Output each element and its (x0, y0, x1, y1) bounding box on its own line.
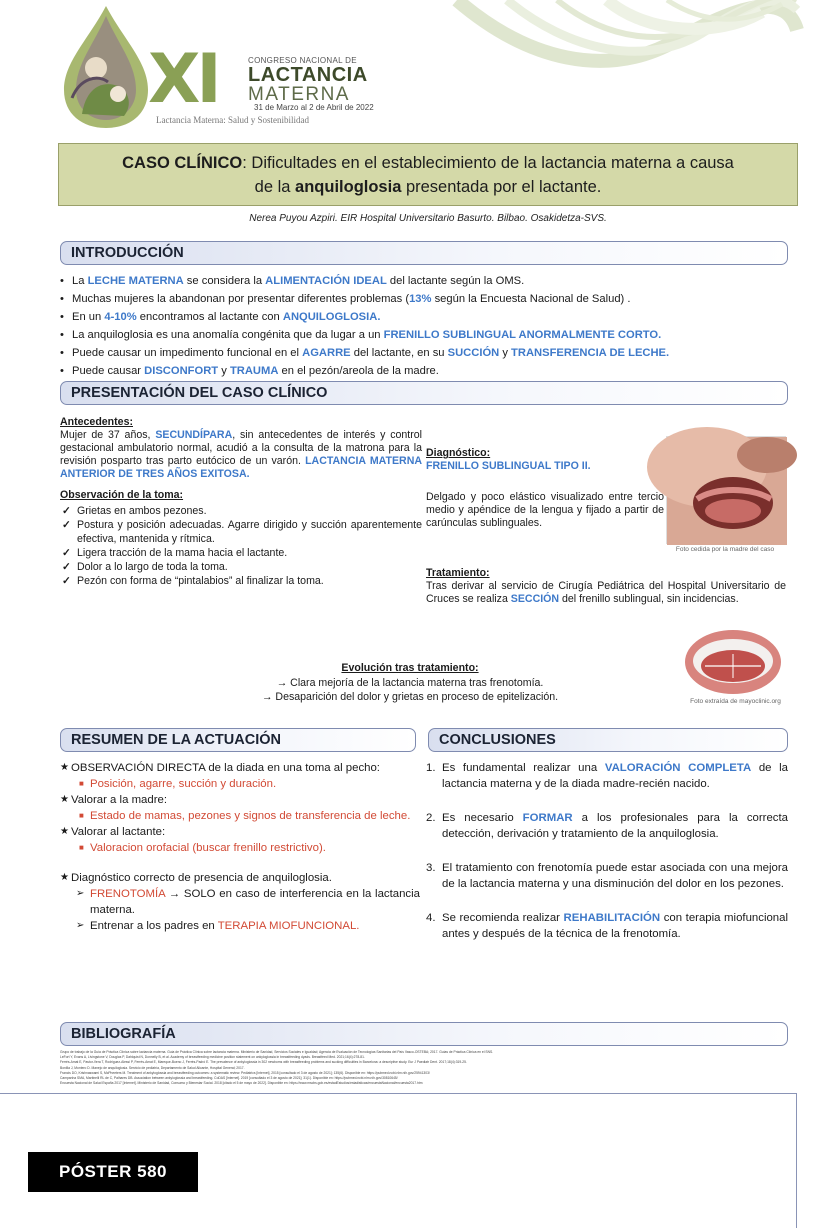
intro-item: • La LECHE MATERNA se considera la ALIMENTACIÓN IDEAL del lactante según la OMS. (60, 272, 800, 290)
logo-numeral: XI (148, 40, 218, 119)
bibliography-item: Encuesta Nacional de Salud España 2017 [Internet]. Ministerio de Sanidad, Consumo y Bienestar Social. 2018 [citado el 5 de mayo de 2022]. Disponible en: https://www.mscbs.gob.es/estadEstudios/estadisticas/encuestaNacional/encuesta2017.htm (60, 1081, 423, 1086)
poster-number-label: PÓSTER 580 (28, 1152, 198, 1192)
section-header-case: PRESENTACIÓN DEL CASO CLÍNICO (60, 381, 788, 405)
case-photo (666, 436, 786, 544)
resumen-subitem: ■ Valoracion orofacial (buscar frenillo restrictivo). (60, 840, 420, 856)
title-text-3: presentada por el lactante. (401, 178, 602, 196)
title-bold-case: CASO CLÍNICO (122, 154, 243, 172)
title-text-2: de la (254, 178, 296, 196)
bibliography-list (60, 1050, 795, 1086)
diagnostico-block (426, 447, 664, 530)
evolucion-heading: Evolución tras tratamiento: (341, 662, 479, 674)
bibliography-item: Ferrés-Amat E, Pastor-Vera T, Rodriguez-Alessi P, Ferrés-Amat E, Mareque-Bueno J, Ferrés-Padró E. The prevalence of ankyloglossia in 302 newborns with breastfeeding problems and sucking difficulties in Barcelona: a descriptive study. Eur J Paediatr Dent. 2017;18(4):319-25. (60, 1060, 467, 1065)
bibliography-item: Bonilla J, Montero D. Manejo de anquiloglosia. Servicio de pediatría, Departamento de Salud Alicante, Hospital General; 2017. (60, 1065, 245, 1070)
diagnostico-text: Delgado y poco elástico visualizado entre tercio medio y apéndice de la lengua y fijado a partir de carúnculas sublinguales. (426, 491, 664, 529)
tratamiento-heading: Tratamiento: (426, 567, 490, 579)
observacion-heading: Observación de la toma: (60, 489, 184, 501)
intro-item: • Puede causar DISCONFORT y TRAUMA en el pezón/areola de la madre. (60, 362, 800, 380)
resumen-subitem: ■ Estado de mamas, pezones y signos de transferencia de leche. (60, 808, 420, 824)
conclusion-item: 1. Es fundamental realizar una VALORACIÓN COMPLETA de la lactancia materna y de la diada madre-recién nacido. (426, 762, 788, 790)
decorative-lines-graphic (417, 0, 797, 120)
conclusiones-list (426, 760, 788, 942)
check-item: ✓ Dolor a lo largo de toda la toma. (60, 560, 422, 574)
intro-item: • En un 4-10% encontramos al lactante con ANQUILOGLOSIA. (60, 308, 800, 326)
antecedentes-text: Mujer de 37 años, SECUNDÍPARA, sin antecedentes de interés y control gestacional ambulatorio normal, acudió a la consulta de la matrona para la revisión posparto tras parto eutócico de un varón. LACTANCIA MATERNA ANTERIOR DE TRES AÑOS EXITOSA. (60, 429, 423, 480)
treatment-photo (683, 628, 783, 696)
photo1-caption: Foto cedida por la madre del caso (675, 546, 775, 553)
title-bold-anquiloglosia: anquiloglosia (295, 178, 402, 196)
check-item: ✓ Pezón con forma de “pintalabios” al finalizar la toma. (60, 574, 422, 588)
resumen-list (60, 760, 420, 934)
resumen-item: ★ Valorar al lactante: (60, 824, 420, 840)
congress-logo (58, 2, 378, 130)
poster-title (58, 143, 798, 206)
bibliography-item: Campanha SMA, Martinelli RL de C, Palhares DB. Association between ankyloglossia and breastfeeding. CoDAS [Internet]. 2019 [consultado el 3 de agosto de 2021]; 31(1). Disponible en: https://pubmed.ncbi.nlm.nih.gov/30810645/ (60, 1076, 398, 1081)
check-item: ✓ Grietas en ambos pezones. (60, 504, 422, 518)
photo2-caption: Foto extraída de mayoclinic.org (690, 698, 781, 705)
resumen-item: ★ OBSERVACIÓN DIRECTA de la diada en una toma al pecho: (60, 760, 420, 776)
diagnostico-heading: Diagnóstico: (426, 447, 491, 459)
mother-baby-drop-icon (58, 2, 153, 130)
logo-congreso-text: CONGRESO NACIONAL DE (248, 56, 357, 65)
evolucion-block (200, 661, 620, 705)
intro-item: • Puede causar un impedimento funcional en el AGARRE del lactante, en su SUCCIÓN y TRANSFERENCIA DE LECHE. (60, 344, 800, 362)
bibliography-item: Francis DO, Krishnaswami S, McPheeters M. Treatment of ankyloglossia and breastfeeding outcomes: a systematic review. Pediatrics [Internet]. 2015 [consultado el 3 de agosto de 2021]; 135(6). Disponible en: https://pubmed.ncbi.nlm.nih.gov/25941303/ (60, 1070, 430, 1075)
case-left-column (60, 416, 422, 588)
resumen-subitem: ➢ Entrenar a los padres en TERAPIA MIOFUNCIONAL. (60, 918, 420, 934)
evolucion-item-2: → Desaparición del dolor y grietas en proceso de epitelización. (261, 691, 559, 703)
tongue-frenulum-illustration-icon (683, 628, 783, 696)
section-header-biblio: BIBLIOGRAFÍA (60, 1022, 788, 1046)
observacion-list (60, 504, 422, 588)
logo-tagline: Lactancia Materna: Salud y Sostenibilidad (156, 115, 309, 125)
conclusion-item: 4. Se recomienda realizar REHABILITACIÓN con terapia miofuncional antes y después de la técnica de la frenotomía. (426, 912, 789, 940)
resumen-subitem: ■ Posición, agarre, succión y duración. (60, 776, 420, 792)
bibliography-item: LeFort Y, Evans A, Livingstone V, Douglas P, Dahlquist N, Donnelly B, et al. Academy of breastfeeding medicine position statement on ankyloglossia in breastfeeding dyads. Breastfeed Med. 2021;16(4):278-81. (60, 1055, 365, 1060)
infant-tongue-photo-icon (667, 437, 787, 545)
intro-item: • La anquiloglosia es una anomalía congénita que da lugar a un FRENILLO SUBLINGUAL ANORMALMENTE CORTO. (60, 326, 800, 344)
check-item: ✓ Postura y posición adecuadas. Agarre dirigido y succión aparentemente efectiva, mantenida y rítmica. (60, 518, 422, 546)
author-line: Nerea Puyou Azpiri. EIR Hospital Universitario Basurto. Bilbao. Osakidetza-SVS. (249, 213, 607, 224)
logo-materna-text: MATERNA (248, 84, 350, 105)
intro-item: • Muchas mujeres la abandonan por presentar diferentes problemas (13% según la Encuesta Nacional de Salud) . (60, 290, 800, 308)
diagnostico-type: FRENILLO SUBLINGUAL TIPO II. (426, 460, 591, 472)
section-header-resumen: RESUMEN DE LA ACTUACIÓN (60, 728, 416, 752)
tratamiento-block (426, 567, 786, 606)
section-header-intro: INTRODUCCIÓN (60, 241, 788, 265)
tratamiento-text: Tras derivar al servicio de Cirugía Pediátrica del Hospital Universitario de Cruces se realiza SECCIÓN del frenillo sublingual, sin incidencias. (426, 580, 786, 605)
resumen-subitem: ➢ FRENOTOMÍA → SOLO en caso de interferencia en la lactancia materna. (60, 886, 420, 918)
section-header-conclusiones: CONCLUSIONES (428, 728, 788, 752)
intro-list (60, 272, 800, 380)
conclusion-item: 3. El tratamiento con frenotomía puede estar asociada con una mejora de la lactancia materna y una disminución del dolor en los pezones. (426, 862, 788, 890)
bibliography-item: Grupo de trabajo de la Guía de Práctica Clínica sobre lactancia materna. Guía de Práctica Clínica sobre lactancia materna. Ministerio de Sanidad, Servicios Sociales e Igualdad; Agencia de Evaluación de Tecnologías Sanitarias del País Vasco-OSTEBA; 2017. Guías de Práctica Clínica en el SNS. (60, 1050, 494, 1054)
title-text-1: : Dificultades en el establecimiento de la lactancia materna a causa (242, 154, 734, 172)
logo-lactancia-text: LACTANCIA (248, 64, 368, 86)
poster (30, 0, 797, 1086)
poster-header (30, 0, 797, 138)
logo-dates: 31 de Marzo al 2 de Abril de 2022 (254, 103, 374, 112)
conclusion-item: 2. Es necesario FORMAR a los profesionales para la correcta detección, derivación y tratamiento de la anquiloglosia. (426, 812, 788, 840)
check-item: ✓ Ligera tracción de la mama hacia el lactante. (60, 546, 422, 560)
resumen-item: ★ Valorar a la madre: (60, 792, 420, 808)
antecedentes-heading: Antecedentes: (60, 416, 133, 428)
resumen-item: ★ Diagnóstico correcto de presencia de anquiloglosia. (60, 870, 420, 886)
evolucion-item-1: → Clara mejoría de la lactancia materna tras frenotomía. (276, 676, 544, 689)
